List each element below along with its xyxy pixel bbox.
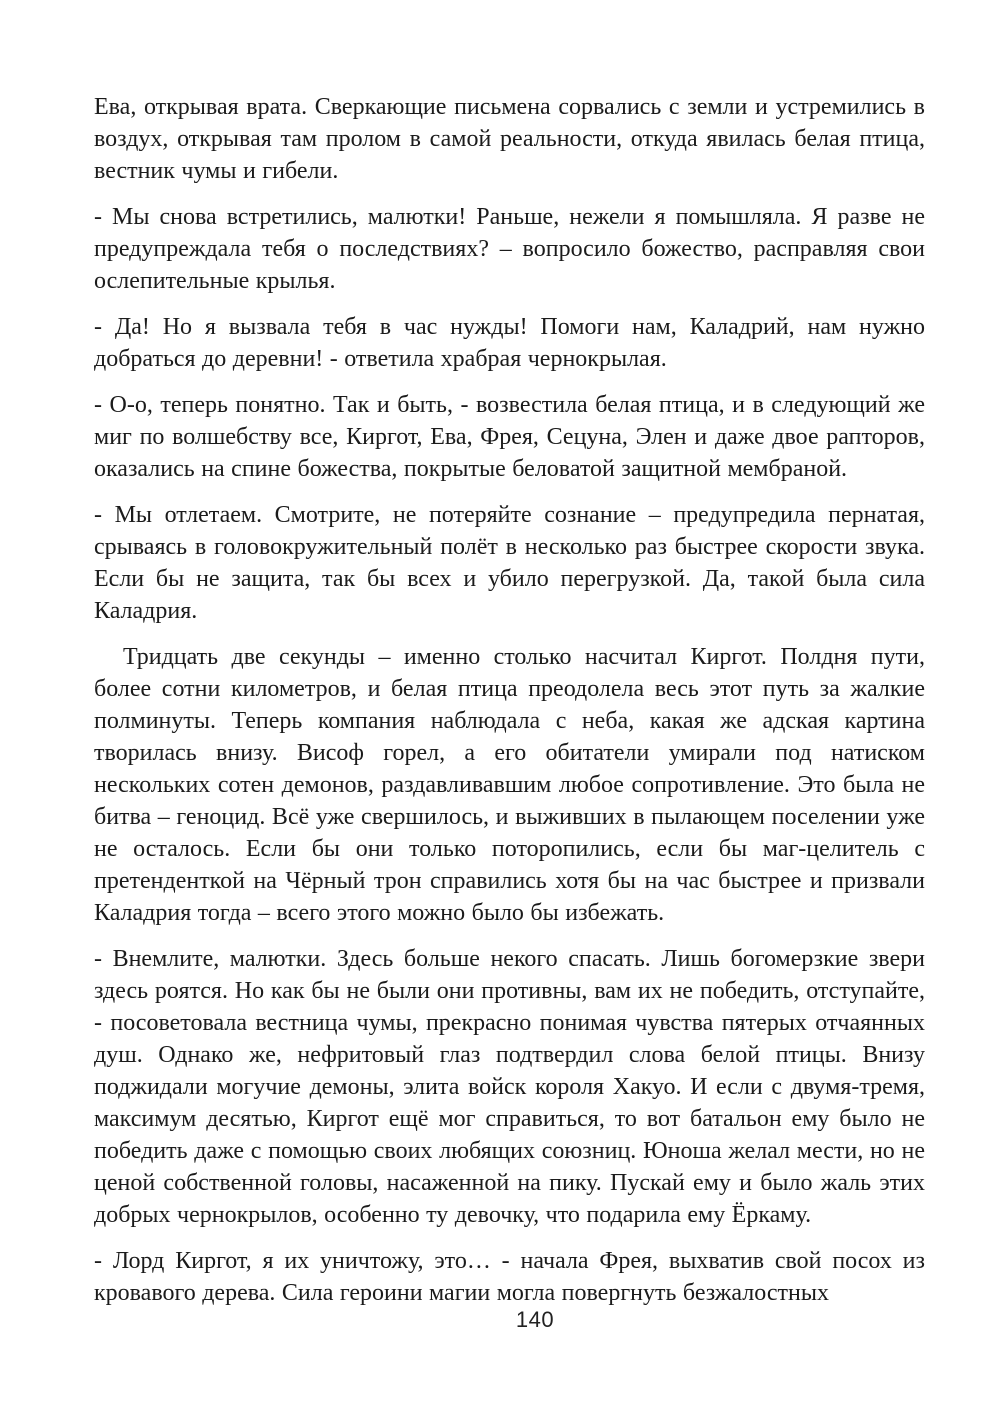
paragraph-2-dialogue: - Мы снова встретились, малютки! Раньше, нежели я помышляла. Я разве не предупреждала тебя о последствиях? – вопросило божество, расправляя свои ослепительные крылья.	[94, 204, 925, 294]
paragraph-7-dialogue: - Внемлите, малютки. Здесь больше некого спасать. Лишь богомерзкие звери здесь роятся. Но как бы не были они противны, вам их не победить, отступайте, - посоветовала вестница чумы, прекрасно понимая чувства пятерых отчаянных душ. Однако же, нефритовый глаз подтвердил слова белой птицы. Внизу поджидали могучие демоны, элита войск короля Хакуо. И если с двумя-тремя, максимум десятью, Киргот ещё мог справиться, то вот батальон ему было не победить даже с помощью своих любящих союзниц. Юноша желал мести, но не ценой собственной головы, насаженной на пику. Пускай ему и было жаль этих добрых чернокрылов, особенно ту девочку, что подарила ему Ёркаму.	[94, 946, 925, 1228]
paragraph-1: Ева, открывая врата. Сверкающие письмена сорвались с земли и устремились в воздух, открывая там пролом в самой реальности, откуда явилась белая птица, вестник чумы и гибели.	[94, 94, 925, 184]
page-number: 140	[515, 1307, 555, 1332]
page-text-column	[94, 91, 925, 1309]
paragraph-5-dialogue: - Мы отлетаем. Смотрите, не потеряйте сознание – предупредила пернатая, срываясь в головокружительный полёт в несколько раз быстрее скорости звука. Если бы не защита, так бы всех и убило перегрузкой. Да, такой была сила Каладрия.	[94, 502, 925, 624]
paragraph-4-dialogue: - О-о, теперь понятно. Так и быть, - возвестила белая птица, и в следующий же миг по волшебству все, Киргот, Ева, Фрея, Сецуна, Элен и даже двое рапторов, оказались на спине божества, покрытые беловатой защитной мембраной.	[94, 392, 925, 482]
paragraph-6: Тридцать две секунды – именно столько насчитал Киргот. Полдня пути, более сотни километров, и белая птица преодолела весь этот путь за жалкие полминуты. Теперь компания наблюдала с неба, какая же адская картина творилась внизу. Висоф горел, а его обитатели умирали под натиском нескольких сотен демонов, раздавливавшим любое сопротивление. Это была не битва – геноцид. Всё уже свершилось, и выживших в пылающем поселении уже не осталось. Если бы они только поторопились, если бы маг-целитель с претенденткой на Чёрный трон справились хотя бы на час быстрее и призвали Каладрия тогда – всего этого можно было бы избежать.	[94, 644, 925, 926]
paragraph-8-dialogue: - Лорд Киргот, я их уничтожу, это… - начала Фрея, выхватив свой посох из кровавого дерева. Сила героини магии могла повергнуть безжалостных	[94, 1248, 925, 1306]
paragraph-3-dialogue: - Да! Но я вызвала тебя в час нужды! Помоги нам, Каладрий, нам нужно добраться до деревни! - ответила храбрая чернокрылая.	[94, 314, 925, 372]
